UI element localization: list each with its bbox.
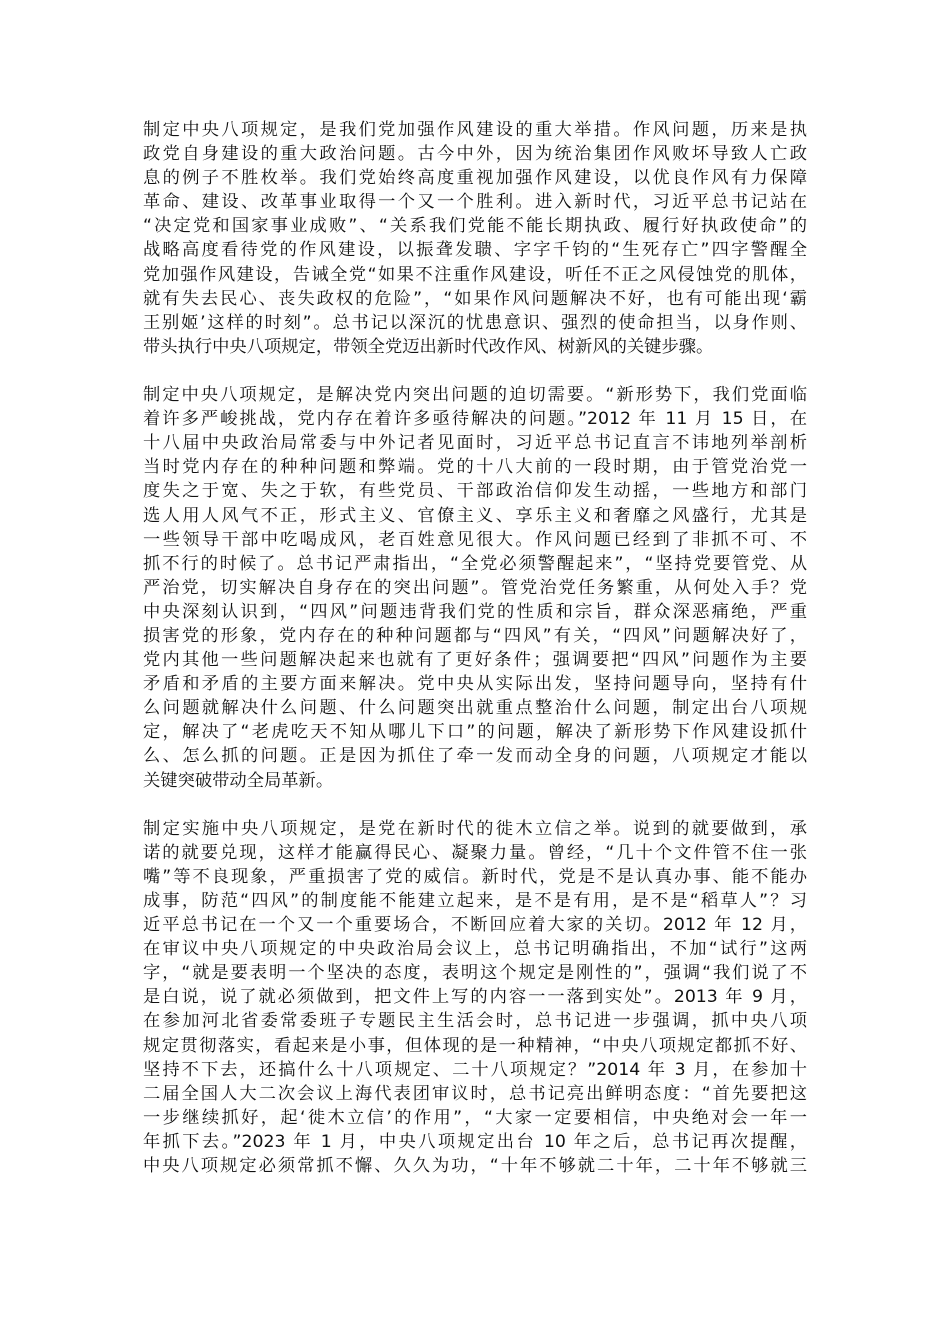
document-body [143, 118, 807, 1202]
text-line: 规定贯彻落实，看起来是小事，但体现的是一种精神，“中央八项规定都抓不好、 [143, 1035, 807, 1056]
text-line: 定，解决了“老虎吃天不知从哪儿下口”的问题，解决了新形势下作风建设抓什 [143, 722, 807, 743]
paragraph [143, 118, 807, 359]
text-line: 党内其他一些问题解决起来也就有了更好条件；强调要把“四风”问题作为主要 [143, 650, 807, 671]
text-line: 王别姬’这样的时刻”。总书记以深沉的忧患意识、强烈的使命担当，以身作则、 [143, 312, 807, 333]
text-line: 一些领导干部中吃喝成风，老百姓意见很大。作风问题已经到了非抓不可、不 [143, 529, 807, 550]
text-line: 革命、建设、改革事业取得一个又一个胜利。进入新时代，习近平总书记站在 [143, 192, 807, 213]
text-line: 关键突破带动全局革新。 [143, 770, 334, 791]
text-line: 十八届中央政治局常委与中外记者见面时，习近平总书记直言不讳地列举剖析 [143, 433, 807, 454]
text-line: “决定党和国家事业成败”、“关系我们党能不能长期执政、履行好执政使命”的 [143, 216, 807, 237]
text-line: 制定中央八项规定，是解决党内突出问题的迫切需要。“新形势下，我们党面临 [143, 385, 807, 406]
text-line: 制定中央八项规定，是我们党加强作风建设的重大举措。作风问题，历来是执 [143, 120, 807, 140]
text-line: 当时党内存在的种种问题和弊端。党的十八大前的一段时期，由于管党治党一 [143, 457, 807, 478]
text-line: 成事，防范“四风”的制度能不能建立起来，是不是有用，是不是“稻草人”？习 [143, 891, 807, 911]
text-line: 中央八项规定必须常抓不懈、久久为功，“十年不够就二十年，二十年不够就三 [143, 1156, 807, 1177]
text-line: 在参加河北省委常委班子专题民主生活会时，总书记进一步强调，抓中央八项 [143, 1011, 807, 1032]
text-line: 政党自身建设的重大政治问题。古今中外，因为统治集团作风败坏导致人亡政 [143, 144, 807, 165]
text-line: 就有失去民心、丧失政权的危险”，“如果作风问题解决不好，也有可能出现‘霸 [143, 288, 807, 309]
text-line: 在审议中央八项规定的中央政治局会议上，总书记明确指出，不加“试行”这两 [143, 939, 807, 960]
text-line: 战略高度看待党的作风建设，以振聋发聩、字字千钧的“生死存亡”四字警醒全 [143, 240, 807, 261]
text-line: 中央深刻认识到，“四风”问题违背我们党的性质和宗旨，群众深恶痛绝，严重 [143, 601, 807, 622]
paragraph [143, 817, 807, 1178]
text-line: 么、怎么抓的问题。正是因为抓住了牵一发而动全身的问题，八项规定才能以 [143, 746, 807, 767]
text-line: 字，“就是要表明一个坚决的态度，表明这个规定是刚性的”，强调“我们说了不 [143, 963, 807, 984]
text-line: 着许多严峻挑战，党内存在着许多亟待解决的问题。”2012 年 11 月 15 日，在 [143, 409, 807, 430]
text-line: 二届全国人大二次会议上海代表团审议时，总书记亮出鲜明态度：“首先要把这 [143, 1083, 807, 1104]
text-line: 制定实施中央八项规定，是党在新时代的徙木立信之举。说到的就要做到，承 [143, 818, 807, 839]
text-line: 严治党，切实解决自身存在的突出问题”。管党治党任务繁重，从何处入手？党 [143, 577, 807, 598]
text-line: 带头执行中央八项规定，带领全党迈出新时代改作风、树新风的关键步骤。 [143, 336, 714, 357]
text-line: 一步继续抓好，起‘徙木立信’的作用”，“大家一定要相信，中央绝对会一年一 [143, 1107, 807, 1128]
paragraph [143, 383, 807, 793]
text-line: 坚持不下去，还搞什么十八项规定、二十八项规定？”2014 年 3 月，在参加十 [143, 1059, 807, 1080]
text-line: 年抓下去。”2023 年 1 月，中央八项规定出台 10 年之后，总书记再次提醒， [143, 1131, 807, 1152]
text-line: 息的例子不胜枚举。我们党始终高度重视加强作风建设，以优良作风有力保障 [143, 168, 807, 189]
text-line: 么问题就解决什么问题、什么问题突出就重点整治什么问题，制定出台八项规 [143, 698, 807, 719]
text-line: 近平总书记在一个又一个重要场合，不断回应着大家的关切。2012 年 12 月， [143, 915, 807, 936]
text-line: 抓不行的时候了。总书记严肃指出，“全党必须警醒起来”，“坚持党要管党、从 [143, 553, 807, 574]
text-line: 损害党的形象，党内存在的种种问题都与“四风”有关，“四风”问题解决好了， [143, 625, 807, 646]
text-line: 矛盾和矛盾的主要方面来解决。党中央从实际出发，坚持问题导向，坚持有什 [143, 674, 807, 695]
text-line: 嘴”等不良现象，严重损害了党的威信。新时代，党是不是认真办事、能不能办 [143, 866, 807, 887]
text-line: 是白说，说了就必须做到，把文件上写的内容一一落到实处”。2013 年 9 月， [143, 987, 807, 1008]
text-line: 选人用人风气不正，形式主义、官僚主义、享乐主义和奢靡之风盛行，尤其是 [143, 505, 807, 526]
text-line: 诺的就要兑现，这样才能赢得民心、凝聚力量。曾经，“几十个文件管不住一张 [143, 842, 807, 863]
text-line: 度失之于宽、失之于软，有些党员、干部政治信仰发生动摇，一些地方和部门 [143, 481, 807, 502]
text-line: 党加强作风建设，告诫全党“如果不注重作风建设，听任不正之风侵蚀党的肌体， [143, 264, 807, 285]
